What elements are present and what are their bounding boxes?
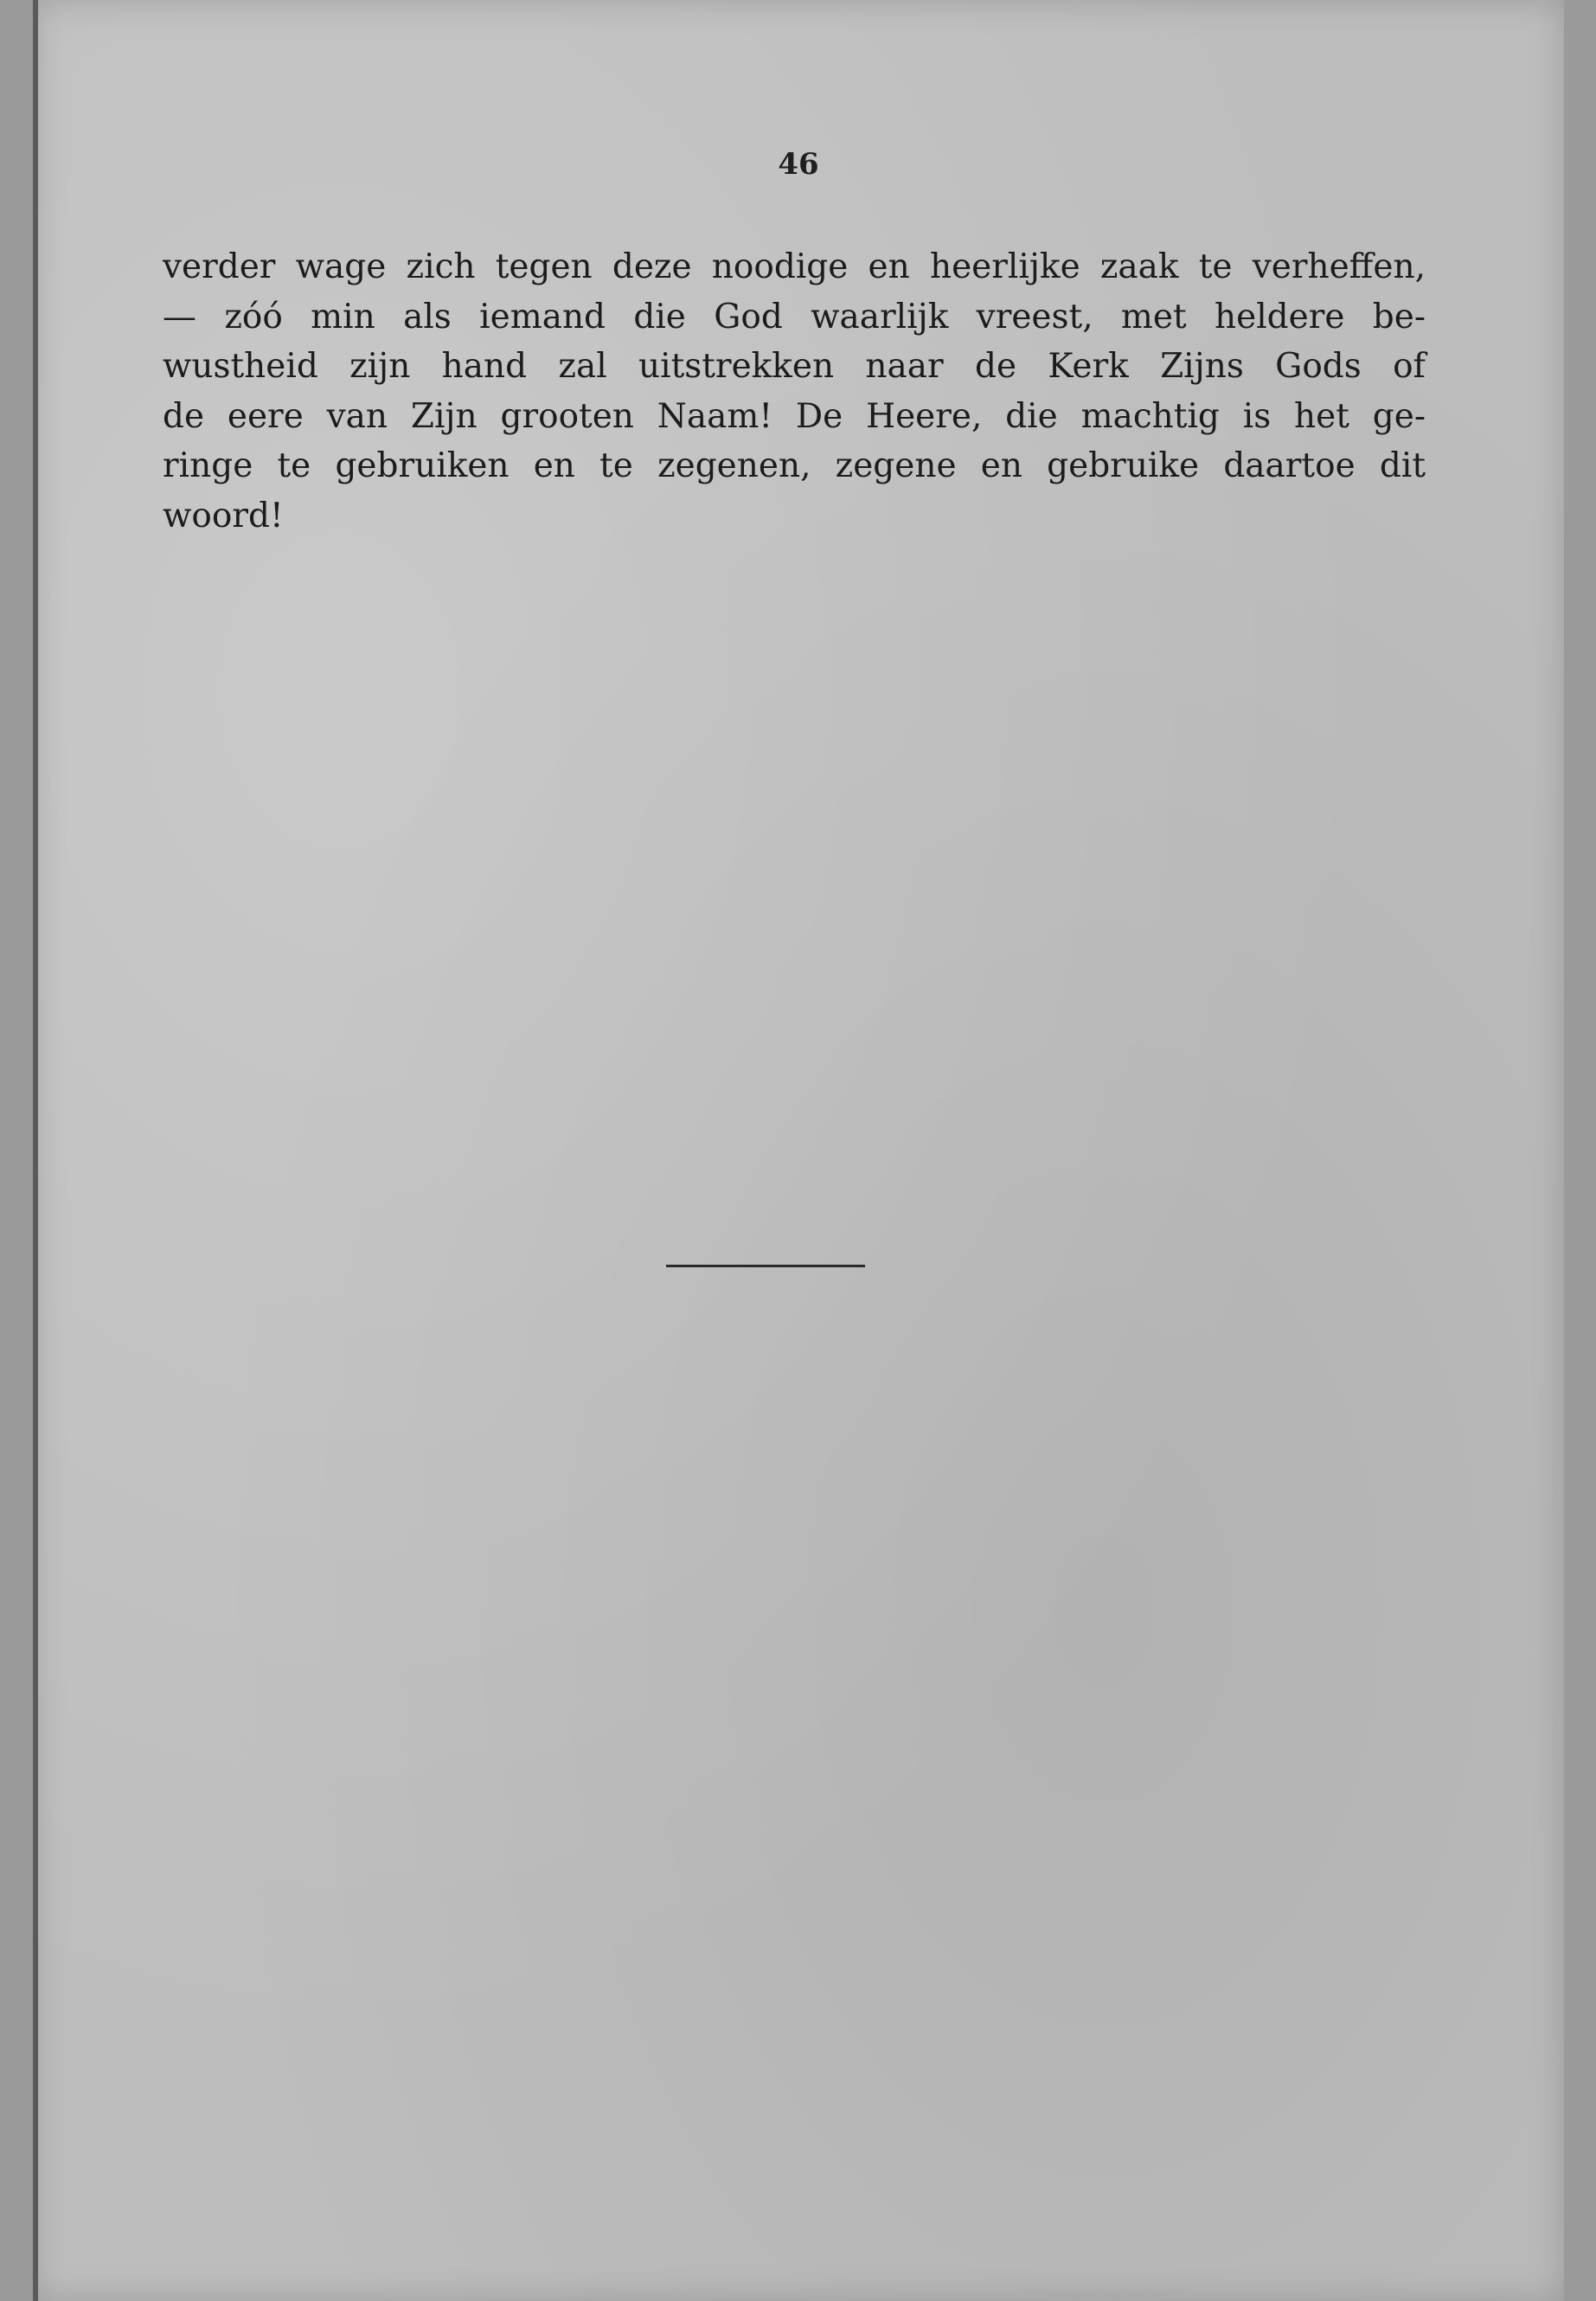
text-line: wustheid zijn hand zal uitstrekken naar de Kerk Zijns Gods of <box>163 347 1426 386</box>
text-line: de eere van Zijn grooten Naam! De Heere, die machtig is het ge- <box>163 396 1426 436</box>
page-number: 46 <box>778 147 819 182</box>
book-page <box>33 0 1564 2301</box>
body-paragraph <box>163 242 1426 541</box>
text-line: — zóó min als iemand die God waarlijk vreest, met heldere be- <box>163 297 1426 336</box>
text-line: verder wage zich tegen deze noodige en heerlijke zaak te verheffen, <box>163 247 1426 286</box>
section-divider <box>666 1265 865 1267</box>
page-edge <box>33 0 38 2301</box>
text-line: woord! <box>163 496 284 535</box>
text-line: ringe te gebruiken en te zegenen, zegene en gebruike daartoe dit <box>163 446 1426 485</box>
